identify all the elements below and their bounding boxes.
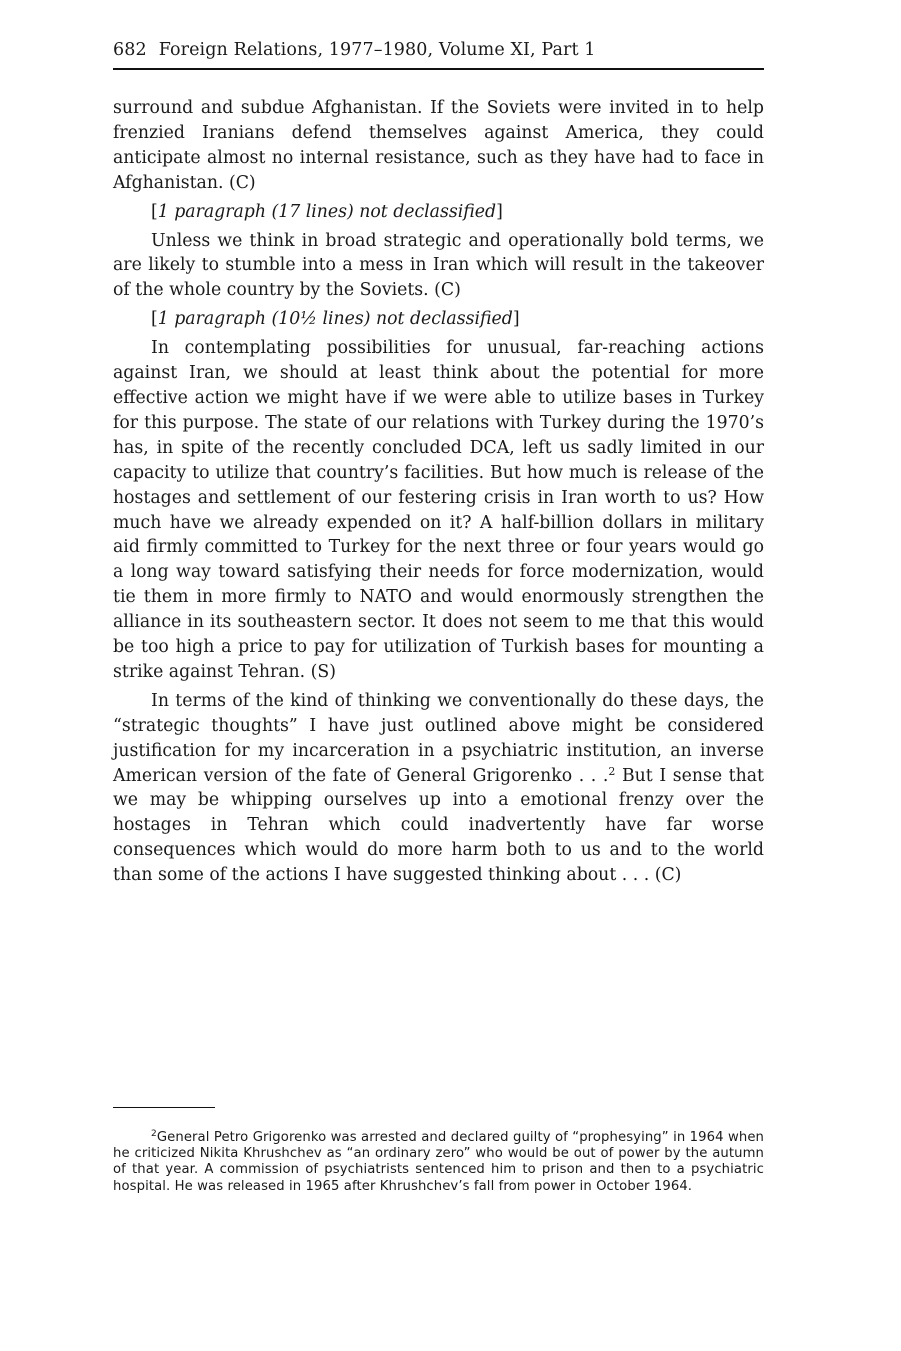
paragraph-4-part-2: But I sense that we may be whipping ourselves up into a emotional frenzy over the hostages in Tehran which could inadvertently have far worse consequences which would do more harm both to us and to the world than some of the actions I have suggested thinking about . . . (C) bbox=[113, 765, 765, 886]
redaction-note-2-text: 1 paragraph (10½ lines) not declassified bbox=[157, 309, 513, 330]
document-page bbox=[113, 38, 764, 892]
body-text bbox=[113, 96, 764, 888]
redaction-note-1-text: 1 paragraph (17 lines) not declassified bbox=[157, 201, 497, 222]
running-head-title: Foreign Relations, 1977–1980, Volume XI, Part 1 bbox=[158, 40, 596, 60]
paragraph-3: In contemplating possibilities for unusual, far-reaching actions against Iran, we should at least think about the potential for more effective action we might have if we were able to utilize bases in Turkey for this purpose. The state of our relations with Turkey during the 1970’s has, in spite of the recently concluded DCA, left us sadly limited in our capacity to utilize that country’s facilities. But how much is release of the hostages and settlement of our festering crisis in Iran worth to us? How much have we already expended on it? A half-billion dollars in military aid firmly committed to Turkey for the next three or four years would go a long way toward satisfying their needs for force modernization, would tie them in more firmly to NATO and would enormously strengthen the alliance in its southeastern sector. It does not seem to me that this would be too high a price to pay for utilization of Turkish bases for mounting a strike against Tehran. (S) bbox=[113, 338, 764, 682]
running-head bbox=[113, 38, 764, 62]
footnote bbox=[113, 1130, 764, 1195]
footnote-reference[interactable]: 2 bbox=[608, 764, 616, 778]
paragraph-2: Unless we think in broad strategic and operationally bold terms, we are likely to stumble into a mess in Iran which will result in the takeover of the whole country by the Soviets. (C) bbox=[113, 230, 764, 301]
paragraph-1: surround and subdue Afghanistan. If the Soviets were invited in to help frenzied Iranians defend themselves against America, they could anticipate almost no internal resistance, such as they have had to face in Afghanistan. (C) bbox=[113, 98, 764, 193]
paragraph-4 bbox=[113, 689, 764, 888]
redaction-note-2: [1 paragraph (10½ lines) not declassified] bbox=[151, 309, 520, 330]
redaction-note-1: [1 paragraph (17 lines) not declassified] bbox=[151, 201, 503, 222]
footnote-rule bbox=[113, 1107, 215, 1108]
paragraph-4-part-1: In terms of the kind of thinking we conventionally do these days, the “strategic thoughts” I have just outlined above might be considered justification for my incarceration in a psychiatric institution, an inverse American version of the fate of General Grigorenko . . . bbox=[113, 690, 764, 786]
header-rule bbox=[113, 68, 764, 70]
footnote-number: 2 bbox=[151, 1129, 157, 1139]
footnote-text: General Petro Grigorenko was arrested and declared guilty of “prophesying” in 1964 when he criticized Nikita Khrushchev as “an ordinary zero” who would be out of power by the autumn of that year. A commission of psychiatrists sentenced him to prison and then to a psychiatric hospital. He was released in 1965 after Khrushchev’s fall from power in October 1964. bbox=[113, 1130, 764, 1194]
page-number: 682 bbox=[113, 40, 147, 60]
